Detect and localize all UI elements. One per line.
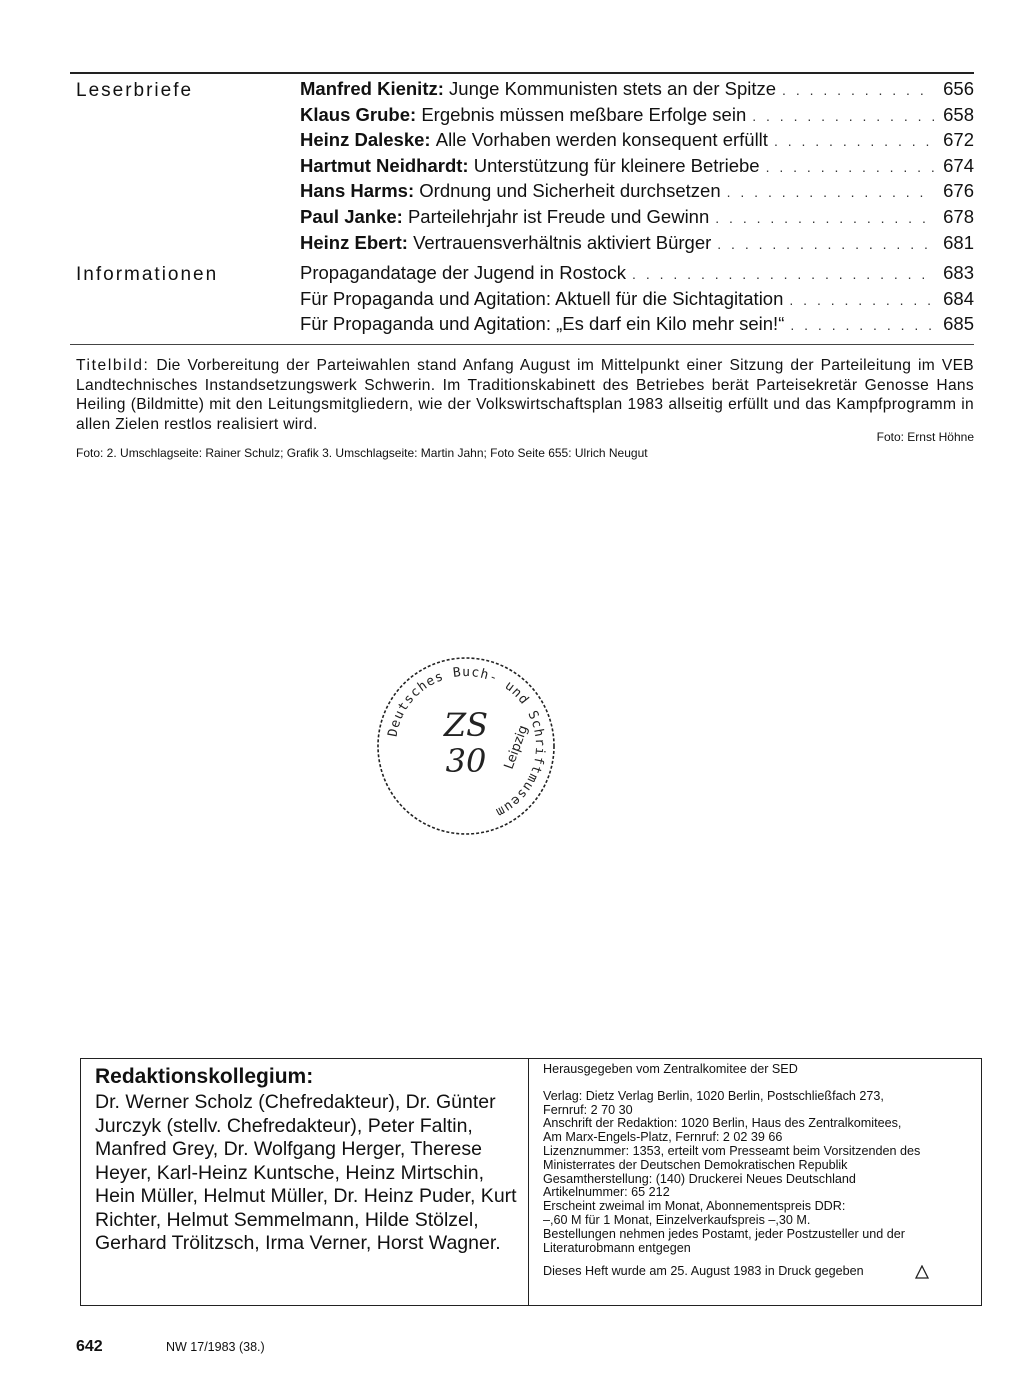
toc-page: 674 — [943, 154, 974, 176]
toc-entry[interactable] — [300, 262, 974, 288]
toc-author: Heinz Daleske: — [300, 129, 431, 151]
leader-dots — [717, 236, 934, 252]
toc-page: 672 — [943, 129, 974, 151]
toc-page: 658 — [943, 103, 974, 125]
toc-entry[interactable] — [300, 232, 974, 258]
stamp-ring-text: Deutsches Buch- und Schriftmuseum — [385, 664, 548, 820]
toc-title: Parteilehrjahr ist Freude und Gewinn — [407, 205, 710, 227]
imprint-detail: Fernruf: 2 70 30 — [543, 1102, 633, 1117]
leader-dots — [774, 133, 934, 149]
toc-page: 683 — [943, 262, 974, 283]
imprint-detail: Am Marx-Engels-Platz, Fernruf: 2 02 39 66 — [543, 1130, 783, 1145]
toc-author: Klaus Grube: — [300, 103, 417, 125]
caption-photo-credit: Foto: Ernst Höhne — [876, 430, 974, 444]
triangle-icon — [915, 1265, 929, 1279]
imprint-detail: Literaturobmann entgegen — [543, 1240, 691, 1255]
stamp-code-line1: ZS — [443, 706, 489, 744]
toc-page: 678 — [943, 205, 974, 227]
toc-letters — [300, 78, 974, 257]
toc-author: Hartmut Neidhardt: — [300, 154, 469, 176]
editorial-board-members: Dr. Werner Scholz (Chefredakteur), Dr. Günter Jurczyk (stellv. Chefredakteur), Peter Faltin, Manfred Grey, Dr. Wolfgang Herger, Therese Heyer, Karl-Heinz Kuntsche, Heinz Mirtschin, Hein Müller, Helmut Müller, Dr. Heinz Puder, Kurt Richter, Helmut Semmelmann, Hilde Stölzel, Gerhard Trölitzsch, Irma Verner, Horst Wagner. — [95, 1091, 517, 1254]
toc-author: Heinz Ebert: — [300, 231, 408, 253]
toc-page: 676 — [943, 180, 974, 202]
leader-dots — [789, 292, 934, 308]
issue-label: NW 17/1983 (38.) — [166, 1340, 265, 1354]
toc-page: 684 — [943, 287, 974, 309]
leader-dots — [790, 317, 934, 333]
imprint-detail: Anschrift der Redaktion: 1020 Berlin, Haus des Zentralkomitees, — [543, 1116, 902, 1131]
print-note-row — [543, 1265, 973, 1279]
toc-entry[interactable] — [300, 288, 974, 314]
toc-entry[interactable] — [300, 129, 974, 155]
toc-title: Vertrauensverhältnis aktiviert Bürger — [413, 231, 712, 253]
toc-title: Junge Kommunisten stets an der Spitze — [449, 78, 777, 99]
caption-text: Die Vorbereitung der Parteiwahlen stand Anfang August im Mittelpunkt einer Sitzung der Parteileitung im VEB Landtechnisches Instandsetzungswerk Schwerin. Im Traditionskabinett des Betriebes berät Parteisekretär Genosse Hans Heiling (Bildmitte) mit den Leitungsmitgliedern, wie der Volkswirtschaftsplan 1983 allseitig erfüllt und das Kampfprogramm in allen Zielen restlos realisiert wird. — [76, 357, 975, 433]
publisher-details — [529, 1059, 981, 1305]
imprint-detail: Gesamtherstellung: (140) Druckerei Neues Deutschland — [543, 1171, 856, 1186]
publisher-line: Herausgegeben vom Zentralkomitee der SED — [543, 1062, 798, 1076]
library-stamp — [374, 654, 558, 838]
imprint-detail: Erscheint zweimal im Monat, Abonnementspreis DDR: — [543, 1199, 846, 1214]
toc-entry[interactable] — [300, 313, 974, 339]
toc-author: Hans Harms: — [300, 180, 415, 202]
toc-entry[interactable] — [300, 78, 974, 104]
imprint-detail: Artikelnummer: 65 212 — [543, 1185, 670, 1200]
print-note: Dieses Heft wurde am 25. August 1983 in Druck gegeben — [543, 1264, 864, 1279]
toc-entry[interactable] — [300, 180, 974, 206]
leader-dots — [715, 210, 934, 226]
toc-page: 656 — [943, 78, 974, 99]
toc-title: Ergebnis müssen meßbare Erfolge sein — [421, 103, 747, 125]
toc-entry[interactable] — [300, 104, 974, 130]
leader-dots — [766, 159, 934, 175]
top-rule — [70, 72, 974, 74]
cover-caption — [76, 356, 974, 434]
toc-author: Paul Janke: — [300, 205, 403, 227]
toc-page: 685 — [943, 313, 974, 335]
toc-author: Manfred Kienitz: — [300, 78, 444, 99]
stamp-city: Leipzig — [501, 723, 532, 772]
imprint-box — [80, 1058, 982, 1306]
photo-credits-line: Foto: 2. Umschlagseite: Rainer Schulz; Grafik 3. Umschlagseite: Martin Jahn; Foto Seite 655: Ulrich Neugut — [76, 446, 648, 460]
toc-title: Alle Vorhaben werden konsequent erfüllt — [435, 129, 768, 151]
section-label-leserbriefe: Leserbriefe — [76, 80, 194, 101]
leader-dots — [782, 82, 934, 98]
editorial-board-heading: Redaktionskollegium: — [95, 1065, 314, 1088]
leader-dots — [632, 266, 934, 282]
leader-dots — [752, 108, 934, 124]
imprint-detail: Ministerrates der Deutschen Demokratischen Republik — [543, 1157, 848, 1172]
toc-title: Unterstützung für kleinere Betriebe — [473, 154, 760, 176]
toc-title: Für Propaganda und Agitation: Aktuell für die Sichtagitation — [300, 287, 784, 309]
page-number: 642 — [76, 1338, 103, 1355]
imprint-detail: Lizenznummer: 1353, erteilt vom Presseamt beim Vorsitzenden des — [543, 1143, 921, 1158]
toc-entry[interactable] — [300, 206, 974, 232]
section-label-informationen: Informationen — [76, 264, 219, 285]
toc-title: Ordnung und Sicherheit durchsetzen — [419, 180, 721, 202]
imprint-detail: Bestellungen nehmen jedes Postamt, jeder Postzusteller und der — [543, 1226, 905, 1241]
toc-entry[interactable] — [300, 155, 974, 181]
stamp-code-line2: 30 — [445, 742, 487, 780]
editorial-board — [81, 1059, 529, 1305]
toc-informationen — [300, 262, 974, 339]
divider-rule — [70, 344, 974, 345]
toc-title: Für Propaganda und Agitation: „Es darf ein Kilo mehr sein!“ — [300, 313, 785, 335]
imprint-detail: Verlag: Dietz Verlag Berlin, 1020 Berlin, Postschließfach 273, — [543, 1088, 884, 1103]
imprint-detail: –,60 M für 1 Monat, Einzelverkaufspreis –,30 M. — [543, 1212, 811, 1227]
toc-page: 681 — [943, 231, 974, 253]
toc-title: Propagandatage der Jugend in Rostock — [300, 262, 627, 283]
caption-lead: Titelbild: — [76, 357, 150, 374]
leader-dots — [727, 184, 934, 200]
